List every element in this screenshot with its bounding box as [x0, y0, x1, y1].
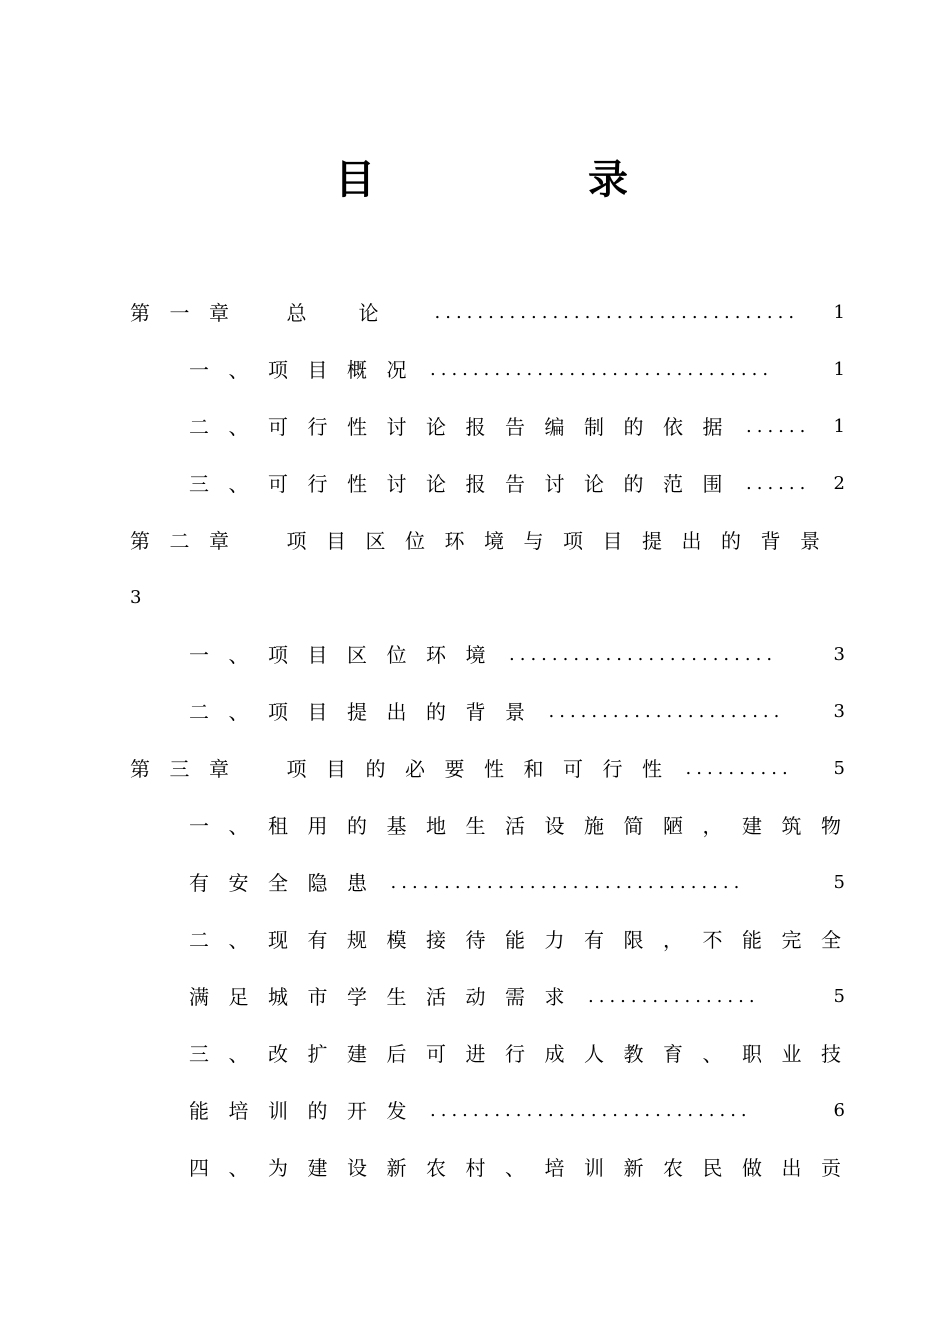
toc-leader-dots: ...... — [746, 416, 811, 437]
toc-entry-text: 总论 — [286, 301, 431, 325]
toc-leader-dots: ................................ — [430, 359, 774, 380]
toc-leader-dots: ................ — [588, 986, 760, 1007]
toc-entry-2-1[interactable] — [189, 640, 845, 670]
toc-page-number: 1 — [833, 302, 845, 323]
toc-leader-dots: ................................. — [390, 872, 745, 893]
toc-entry-text: 二、现有规模接待能力有限，不能完全 — [189, 928, 861, 952]
toc-entry-1-1[interactable] — [189, 355, 845, 385]
toc-leader-dots: ......................... — [509, 644, 778, 665]
toc-leader-dots: .......... — [685, 758, 793, 779]
toc-entry-3-2-cont[interactable] — [189, 982, 845, 1012]
toc-entry-text: 有安全隐患 — [189, 871, 387, 895]
toc-entry-3-4[interactable] — [189, 1153, 861, 1183]
toc-entry-text: 满足城市学生活动需求 — [189, 985, 584, 1009]
toc-page-number: 2 — [833, 473, 845, 494]
toc-entry-3-3-cont[interactable] — [189, 1096, 845, 1126]
toc-entry-text: 项目区位环境与项目提出的背景 — [286, 529, 840, 553]
toc-entry-1-3[interactable] — [189, 469, 845, 499]
toc-page-number: 1 — [833, 416, 845, 437]
toc-entry-text: 一、租用的基地生活设施简陋，建筑物 — [189, 814, 861, 838]
toc-page-number: 5 — [833, 986, 845, 1007]
toc-entry-2-2[interactable] — [189, 697, 845, 727]
toc-entry-text: 项目的必要性和可行性 — [286, 757, 682, 781]
toc-entry-chapter-3[interactable] — [130, 754, 845, 784]
toc-leader-dots: ...... — [746, 473, 811, 494]
title-char-1: 目 — [335, 156, 375, 203]
toc-entry-prefix: 第二章 — [130, 529, 249, 553]
toc-entry-text: 一、项目概况 — [189, 358, 426, 382]
toc-entry-text: 二、项目提出的背景 — [189, 700, 545, 724]
toc-page-number: 5 — [833, 872, 845, 893]
toc-page-number: 3 — [833, 701, 845, 722]
toc-entry-chapter-2[interactable] — [130, 526, 845, 556]
toc-page-number: 3 — [833, 644, 845, 665]
toc-entry-3-3[interactable] — [189, 1039, 861, 1069]
toc-entry-text: 三、改扩建后可进行成人教育、职业技 — [189, 1042, 861, 1066]
toc-entry-3-1[interactable] — [189, 811, 861, 841]
toc-page-number: 6 — [833, 1100, 845, 1121]
toc-entry-3-2[interactable] — [189, 925, 861, 955]
title-char-2: 录 — [588, 156, 628, 203]
toc-entry-3-1-cont[interactable] — [189, 868, 845, 898]
toc-entry-1-2[interactable] — [189, 412, 845, 442]
toc-entry-text: 三、可行性讨论报告讨论的范围 — [189, 472, 742, 496]
toc-leader-dots: .............................. — [430, 1100, 752, 1121]
toc-entry-text: 四、为建设新农村、培训新农民做出贡 — [189, 1156, 861, 1180]
toc-title — [0, 150, 950, 210]
toc-entry-text: 一、项目区位环境 — [189, 643, 505, 667]
toc-page-number: 5 — [833, 758, 845, 779]
toc-entry-text: 二、可行性讨论报告编制的依据 — [189, 415, 742, 439]
toc-leader-dots: .................................. — [434, 302, 800, 323]
toc-page-number: 3 — [130, 587, 142, 608]
toc-entry-prefix: 第三章 — [130, 757, 249, 781]
toc-entry-text: 能培训的开发 — [189, 1099, 426, 1123]
toc-page-number: 1 — [833, 359, 845, 380]
toc-entry-chapter-1[interactable] — [130, 298, 845, 328]
toc-leader-dots: ...................... — [548, 701, 785, 722]
toc-entry-prefix: 第一章 — [130, 301, 249, 325]
